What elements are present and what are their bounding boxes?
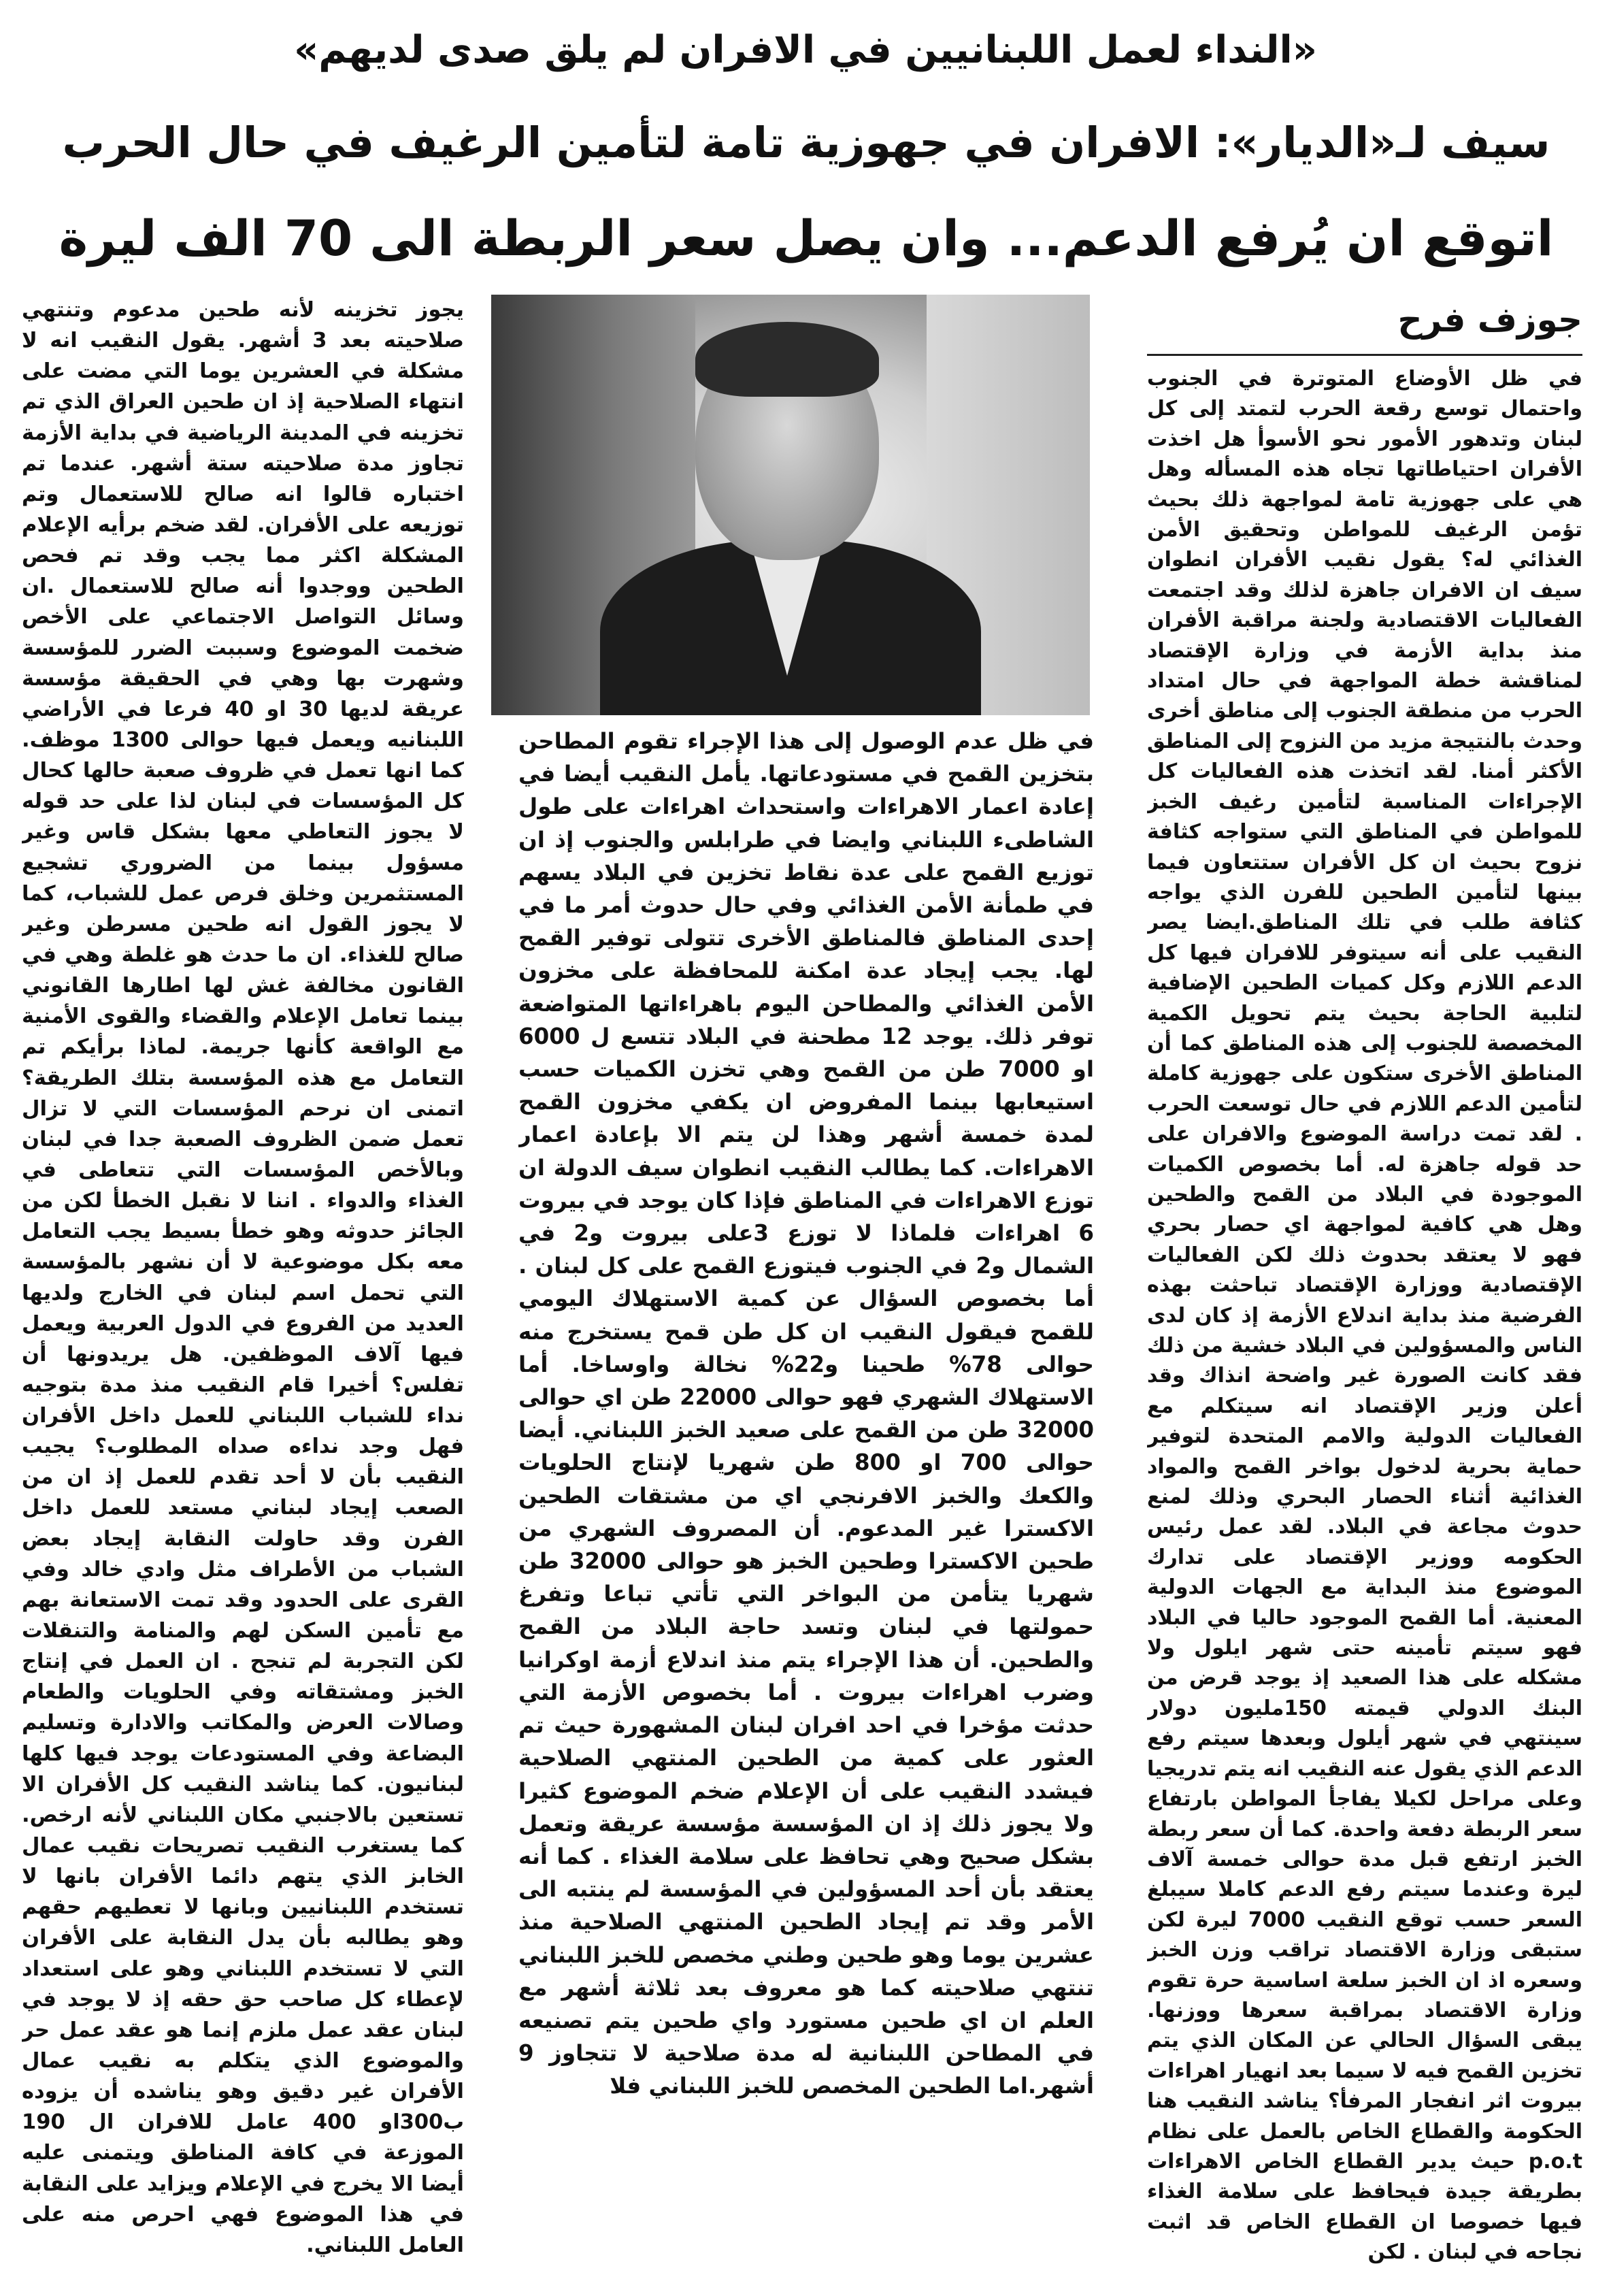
headline-line-2: اتوقع ان يُرفع الدعم... وان يصل سعر الربطة الى 70 الف ليرة [59, 210, 1554, 267]
author-byline: جوزف فرح [1397, 300, 1582, 340]
article-column-right [1147, 364, 1582, 2276]
headline-line-1: سيف لـ«الديار»: الافران في جهوزية تامة لتأمين الرغيف في حال الحرب [62, 118, 1550, 167]
column-left-text: يجوز تخزينه لأنه طحين مدعوم وتنتهي صلاحيته بعد 3 أشهر. يقول النقيب انه لا مشكلة في العشرين يوما التي مضت على انتهاء الصلاحية إذ ان طحين العراق الذي تم تخزينه في المدينة الرياضية في بداية الأزمة تجاوز مدة صلاحيته ستة أشهر. عندما تم اختباره قالوا انه صالح للاستعمال وتم توزيعه على الأفران. لقد ضخم برأيه الإعلام المشكلة اكثر مما يجب وقد تم فحص الطحين ووجدوا أنه صالح للاستعمال .ان وسائل التواصل الاجتماعي على الأخص ضخمت الموضوع وسببت الضرر للمؤسسة وشهرت بها وهي في الحقيقة مؤسسة عريقة لديها 30 او 40 فرعا في الأراضي اللبنانيه ويعمل فيها حوالى 1300 موظف. كما انها تعمل في ظروف صعبة حالها كحال كل المؤسسات في لبنان لذا على حد قوله لا يجوز التعاطي معها بشكل قاس وغير مسؤول بينما من الضروري تشجيع المستثمرين وخلق فرص عمل للشباب، كما لا يجوز القول انه طحين مسرطن وغير صالح للغذاء. ان ما حدث هو غلطة وهي في القانون مخالفة غش لها اطارها القانوني بينما تعامل الإعلام والقضاء والقوى الأمنية مع الواقعة كأنها جريمة. لماذا برأيكم تم التعامل مع هذه المؤسسة بتلك الطريقة؟ اتمنى ان نرحم المؤسسات التي لا تزال تعمل ضمن الظروف الصعبة جدا في لبنان وبالأخص المؤسسات التي تتعاطى في الغذاء والدواء . اننا لا نقبل الخطأ لكن من الجائز حدوثه وهو خطأ بسيط يجب التعامل معه بكل موضوعية لا أن نشهر بالمؤسسة التي تحمل اسم لبنان في الخارج ولديها العديد من الفروع في الدول العربية ويعمل فيها آلاف الموظفين. هل يريدونها أن تفلس؟ أخيرا قام النقيب منذ مدة بتوجيه نداء للشباب اللبناني للعمل داخل الأفران فهل وجد نداءه صداه المطلوب؟ يجيب النقيب بأن لا أحد تقدم للعمل إذ ان من الصعب إيجاد لبناني مستعد للعمل داخل الفرن وقد حاولت النقابة إيجاد بعض الشباب من الأطراف مثل وادي خالد وفي القرى على الحدود وقد تمت الاستعانة بهم مع تأمين السكن لهم والمنامة والتنقلات لكن التجربة لم تنجح . ان العمل في إنتاج الخبز ومشتقاته وفي الحلويات والطعام وصالات العرض والمكاتب والادارة وتسليم البضاعة وفي المستودعات يوجد فيها كلها لبنانيون. كما يناشد النقيب كل الأفران الا تستعين بالاجنبي مكان اللبناني لأنه ارخص. كما يستغرب النقيب تصريحات نقيب عمال الخابز الذي يتهم دائما الأفران بانها لا تستخدم اللبنانيين وبانها لا تعطيهم حقهم وهو يطالبه بأن يدل النقابة على الأفران التي لا تستخدم اللبناني وهو على استعداد لإعطاء كل صاحب حق حقه إذ لا يوجد في لبنان عقد عمل ملزم إنما هو عقد عمل حر والموضوع الذي يتكلم به نقيب عمال الأفران غير دقيق وهو يناشده أن يزوده ب300او 400 عامل للافران ال 190 الموزعة في كافة المناطق ويتمنى عليه أيضا الا يخرج في الإعلام ويزايد على النقابة في هذا الموضوع فهي احرص منه على العامل اللبناني. [22, 298, 464, 2257]
photo-hair [695, 322, 879, 397]
column-middle-text: في ظل عدم الوصول إلى هذا الإجراء تقوم المطاحن بتخزين القمح في مستودعاتها. يأمل النقيب أيضا في إعادة اعمار الاهراءات واستحداث اهراءات على طول الشاطىء اللبناني وايضا في طرابلس والجنوب إذ ان توزيع القمح على عدة نقاط تخزين في البلاد يسهم في طمأنة الأمن الغذائي وفي حال حدوث أمر ما في إحدى المناطق فالمناطق الأخرى تتولى توفير القمح لها. يجب إيجاد عدة امكنة للمحافظة على مخزون الأمن الغذائي والمطاحن اليوم باهراءاتها المتواضعة توفر ذلك. يوجد 12 مطحنة في البلاد تتسع ل 6000 او 7000 طن من القمح وهي تخزن الكميات حسب استيعابها بينما المفروض ان يكفي مخزون القمح لمدة خمسة أشهر وهذا لن يتم الا بإعادة اعمار الاهراءات. كما يطالب النقيب انطوان سيف الدولة ان توزع الاهراءات في المناطق فإذا كان يوجد في بيروت 6 اهراءات فلماذا لا توزع 3على بيروت و2 في الشمال و2 في الجنوب فيتوزع القمح على كل لبنان . أما بخصوص السؤال عن كمية الاستهلاك اليومي للقمح فيقول النقيب ان كل طن قمح يستخرج منه حوالى 78% طحينا و22% نخالة واوساخا. أما الاستهلاك الشهري فهو حوالى 22000 طن اي حوالى 32000 طن من القمح على صعيد الخبز اللبناني. أيضا حوالى 700 او 800 طن شهريا لإنتاج الحلويات والكعك والخبز الافرنجي اي من مشتقات الطحين الاكسترا غير المدعوم. أن المصروف الشهري من طحين الاكسترا وطحين الخبز هو حوالى 32000 طن شهريا يتأمن من البواخر التي تأتي تباعا وتفرغ حمولتها في لبنان وتسد حاجة البلاد من القمح والطحين. أن هذا الإجراء يتم منذ اندلاع أزمة اوكرانيا وضرب اهراءات بيروت . أما بخصوص الأزمة التي حدثت مؤخرا في احد افران لبنان المشهورة حيث تم العثور على كمية من الطحين المنتهي الصلاحية فيشدد النقيب على أن الإعلام ضخم الموضوع كثيرا ولا يجوز ذلك إذ ان المؤسسة مؤسسة عريقة وتعمل بشكل صحيح وهي تحافظ على سلامة الغذاء . كما أنه يعتقد بأن أحد المسؤولين في المؤسسة لم ينتبه الى الأمر وقد تم إيجاد الطحين المنتهي الصلاحية منذ عشرين يوما وهو طحين وطني مخصص للخبز اللبناني تنتهي صلاحيته كما هو معروف بعد ثلاثة أشهر مع العلم ان اي طحين مستورد واي طحين يتم تصنيعه في المطاحن اللبنانية له مدة صلاحية لا تتجاوز 9 أشهر.اما الطحين المخصص للخبز اللبناني فلا [518, 728, 1094, 2099]
byline-rule [1147, 354, 1582, 356]
portrait-photo [491, 295, 1090, 715]
article-column-middle [518, 725, 1094, 2276]
column-right-text: في ظل الأوضاع المتوترة في الجنوب واحتمال توسع رقعة الحرب لتمتد إلى كل لبنان وتدهور الأمور نحو الأسوأ هل اخذت الأفران احتياطاتها تجاه هذه المسأله وهل هي على جهوزية تامة لمواجهة ذلك بحيث تؤمن الرغيف للمواطن وتحقيق الأمن الغذائي له؟ يقول نقيب الأفران انطوان سيف ان الافران جاهزة لذلك وقد اجتمعت الفعاليات الاقتصادية ولجنة مراقبة الأفران منذ بداية الأزمة في وزارة الإقتصاد لمناقشة خطة المواجهة في حال امتداد الحرب من منطقة الجنوب إلى مناطق أخرى وحدث بالنتيجة مزيد من النزوح إلى المناطق الأكثر أمنا. لقد اتخذت هذه الفعاليات كل الإجراءات المناسبة لتأمين رغيف الخبز للمواطن في المناطق التي ستواجه كثافة نزوح بحيث ان كل الأفران ستتعاون فيما بينها لتأمين الطحين للفرن الذي يواجه كثافة طلب في تلك المناطق.ايضا يصر النقيب على أنه سيتوفر للافران فيها كل الدعم اللازم وكل كميات الطحين الإضافية لتلبية الحاجة بحيث يتم تحويل الكمية المخصصة للجنوب إلى هذه المناطق كما أن المناطق الأخرى ستكون على جهوزية كاملة لتأمين الدعم اللازم في حال توسعت الحرب . لقد تمت دراسة الموضوع والافران على حد قوله جاهزة له. أما بخصوص الكميات الموجودة في البلاد من القمح والطحين وهل هي كافية لمواجهة اي حصار بحري فهو لا يعتقد بحدوث ذلك لكن الفعاليات الإقتصادية ووزارة الإقتصاد تباحثت بهذه الفرضية منذ بداية اندلاع الأزمة إذ كان لدى الناس والمسؤولين في البلاد خشية من ذلك فقد كانت الصورة غير واضحة انذاك وقد أعلن وزير الإقتصاد انه سيتكلم مع الفعاليات الدولية والامم المتحدة لتوفير حماية بحرية لدخول بواخر القمح والمواد الغذائية أثناء الحصار البحري وذلك لمنع حدوث مجاعة في البلاد. لقد عمل رئيس الحكومه ووزير الإقتصاد على تدارك الموضوع منذ البداية مع الجهات الدولية المعنية. أما القمح الموجود حاليا في البلاد فهو سيتم تأمينه حتى شهر ايلول ولا مشكله على هذا الصعيد إذ يوجد قرض من البنك الدولي قيمته 150مليون دولار سينتهي في شهر أيلول وبعدها سيتم رفع الدعم الذي يقول عنه النقيب انه يتم تدريجيا وعلى مراحل لكيلا يفاجأ المواطن بارتفاع سعر الربطة دفعة واحدة. كما أن سعر ربطة الخبز ارتفع قبل مدة حوالى خمسة آلاف ليرة وعندما سيتم رفع الدعم كاملا سيبلغ السعر حسب توقع النقيب 7000 ليرة لكن ستبقى وزارة الاقتصاد تراقب وزن الخبز وسعره اذ ان الخبز سلعة اساسية حرة تقوم وزارة الاقتصاد بمراقبة سعرها ووزنها. يبقى السؤال الحالي عن المكان الذي يتم تخزين القمح فيه لا سيما بعد انهيار اهراءات بيروت اثر انفجار المرفأ؟ يناشد النقيب هنا الحكومة والقطاع الخاص بالعمل على نظام p.o.t حيث يدير القطاع الخاص الاهراءات بطريقة جيدة فيحافظ على سلامة الغذاء فيها خصوصا ان القطاع الخاص قد اثبت نجاحه في لبنان . لكن [1147, 367, 1582, 2265]
article-kicker: «النداء لعمل اللبنانيين في الافران لم يلق صدى لديهم» [294, 28, 1317, 72]
article-column-left [22, 295, 464, 2276]
